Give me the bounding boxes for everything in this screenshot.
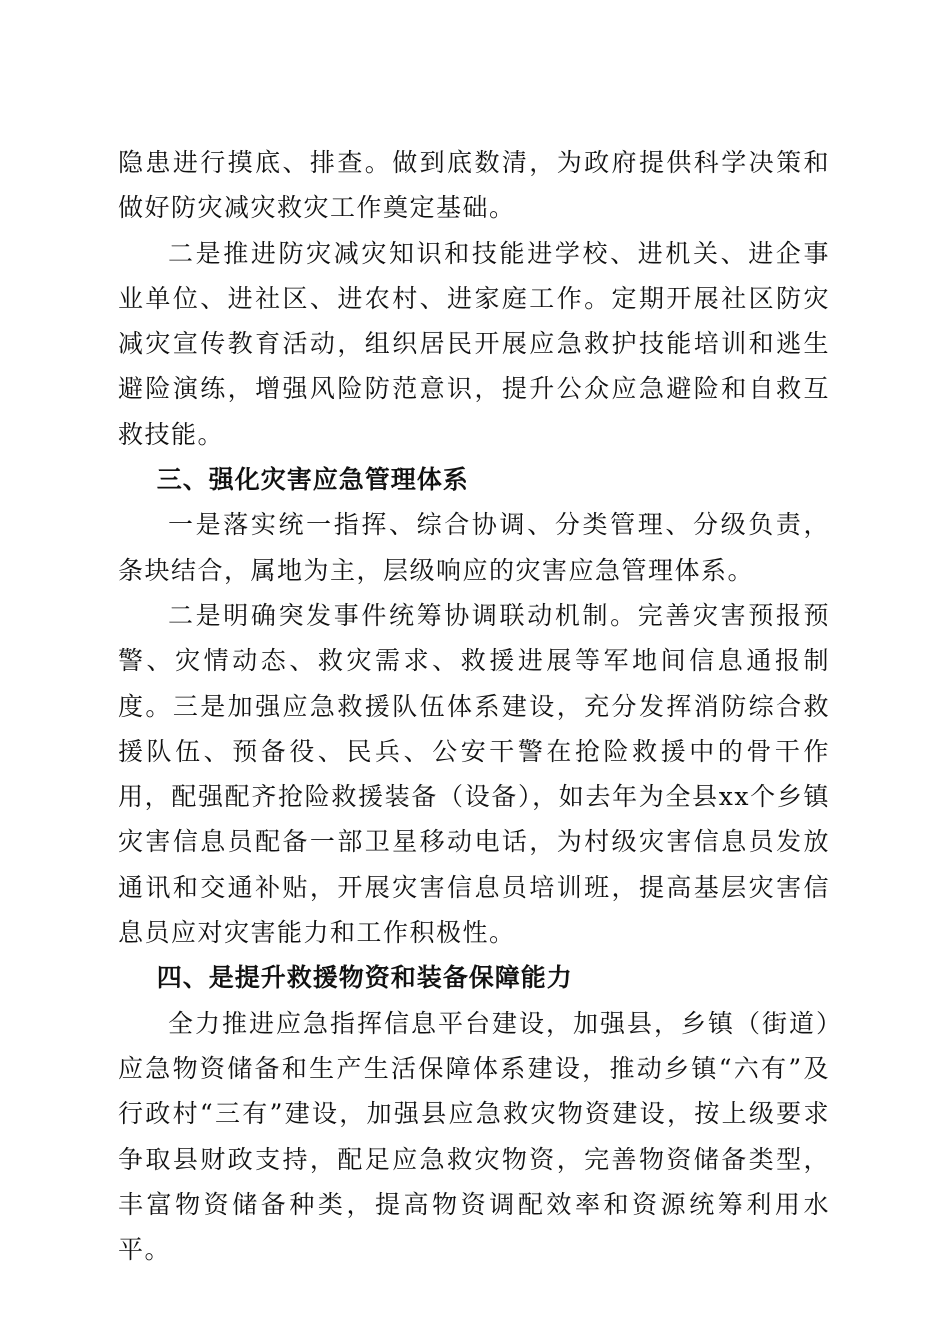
paragraph-coordination-mechanism: 二是明确突发事件统筹协调联动机制。完善灾害预报预警、灾情动态、救灾需求、救援进展等军地间信息通报制度。三是加强应急救援队伍体系建设，充分发挥消防综合救援队伍、预备役、民兵、公安干警在抢险救援中的骨干作用，配强配齐抢险救援装备（设备），如去年为全县xx个乡镇灾害信息员配备一部卫星移动电话，为村级灾害信息员发放通讯和交通补贴，开展灾害信息员培训班，提高基层灾害信息员应对灾害能力和工作积极性。 xyxy=(118,600,830,948)
section-heading-4: 四、是提升救援物资和装备保障能力 xyxy=(156,963,573,993)
paragraph-unified-command: 一是落实统一指挥、综合协调、分类管理、分级负责，条块结合，属地为主，层级响应的灾害应急管理体系。 xyxy=(118,510,830,585)
document-page xyxy=(118,140,830,1272)
section-heading-3: 三、强化灾害应急管理体系 xyxy=(156,465,469,495)
paragraph-disaster-education: 二是推进防灾减灾知识和技能进学校、进机关、进企事业单位、进社区、进农村、进家庭工作。定期开展社区防灾减灾宣传教育活动，组织居民开展应急救护技能培训和逃生避险演练，增强风险防范意识，提升公众应急避险和自救互救技能。 xyxy=(118,238,830,449)
paragraph-material-support: 全力推进应急指挥信息平台建设，加强县，乡镇（街道）应急物资储备和生产生活保障体系建设，推动乡镇“六有”及行政村“三有”建设，加强县应急救灾物资建设，按上级要求争取县财政支持，配足应急救灾物资，完善物资储备类型，丰富物资储备种类，提高物资调配效率和资源统筹利用水平。 xyxy=(118,1008,830,1265)
paragraph-continuation: 隐患进行摸底、排查。做到底数清，为政府提供科学决策和做好防灾减灾救灾工作奠定基础。 xyxy=(118,148,830,223)
